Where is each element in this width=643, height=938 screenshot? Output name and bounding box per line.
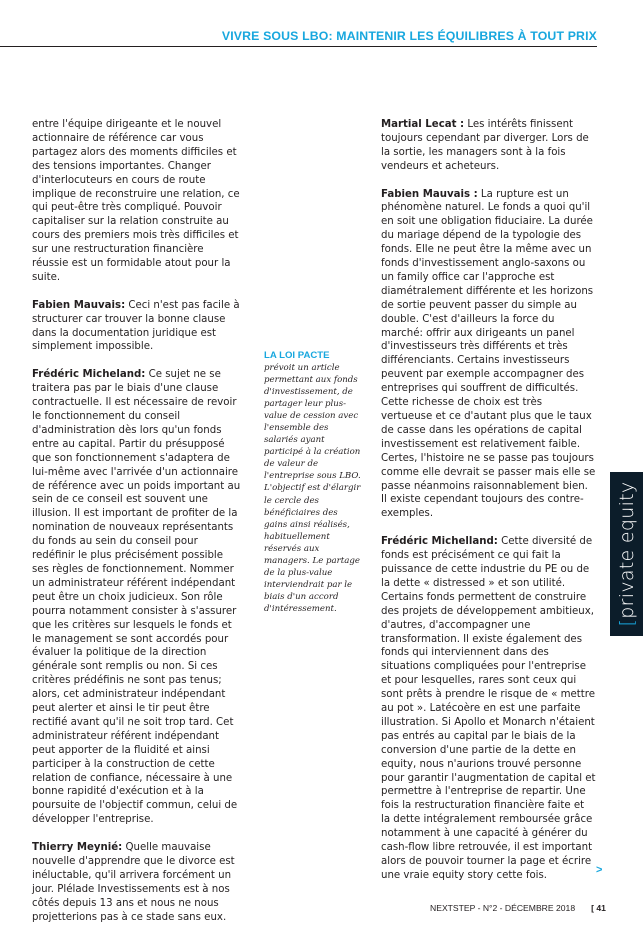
paragraph	[32, 299, 242, 355]
sidebar-note-title: LA LOI PACTE	[264, 350, 330, 361]
article-left-column	[32, 118, 242, 938]
paragraph	[381, 188, 596, 522]
paragraph	[381, 535, 596, 883]
paragraph	[32, 368, 242, 827]
paragraph-text: La rupture est un phénomène naturel. Le fonds a quoi qu'il en soit une obligation fiduciaire. La durée du mariage dépend de la typologie des fonds. Elle ne peut être la même avec un fonds d'investissement anglo-saxons ou un family office car l'approche est diamétralement différente et les horizons de sortie peuvent passer du simple au double. C'est d'ailleurs la force du marché: offrir aux dirigeants un panel d'investisseurs très différents et très différenciants. Certains investisseurs peuvent par exemple accompagner des entreprises qui souffrent de difficultés. Cette richesse de choix est très vertueuse et ce d'autant plus que le taux de casse dans les opérations de capital investissement est relativement faible. Certes, l'histoire ne se passe pas toujours comme elle devrait se passer mais elle se passe néanmoins raisonnablement bien. Il existe cependant toujours des contre-exemples.	[381, 188, 596, 520]
speaker-name: Thierry Meynié:	[32, 842, 123, 854]
paragraph	[32, 841, 242, 924]
speaker-name: Fabien Mauvais :	[381, 188, 478, 200]
paragraph	[381, 118, 596, 174]
publication-info: NEXTSTEP - N°2 - DÉCEMBRE 2018	[430, 903, 576, 913]
article-right-column	[381, 118, 596, 897]
speaker-name: Frédéric Micheland:	[32, 369, 146, 381]
speaker-name: Fabien Mauvais:	[32, 299, 126, 311]
page-footer	[430, 903, 606, 913]
paragraph-text: entre l'équipe dirigeante et le nouvel actionnaire de référence car vous partagez alors des moments difficiles et des tensions importantes. Changer d'interlocuteurs en cours de route implique de reconstruire une relation, ce qui peut-être très compliqué. Pouvoir capitaliser sur la relation construite au cours des premiers mois très difficiles et sur une restructuration financière réussie est un formidable atout pour la suite.	[32, 119, 240, 283]
paragraph	[32, 118, 242, 285]
speaker-name: Martial Lecat :	[381, 119, 465, 130]
continue-arrow-icon: >	[596, 864, 603, 876]
sidebar-note-body: prévoit un article permettant aux fonds d'investissement, de partager leur plus-value de cession avec l'ensemble des salariés ayant participé à la création de valeur de l'entreprise sous LBO. L'objectif est d'élargir le cercle des bénéficiaires des gains ainsi réalisés, habituellement réservés aux managers. Le partage de la plus-value interviendrait par le biais d'un accord d'intéressement.	[264, 363, 361, 614]
speaker-name: Frédéric Michelland:	[381, 536, 498, 548]
sidebar-note	[264, 350, 362, 615]
section-side-tab	[610, 472, 643, 636]
side-tab-label	[616, 482, 638, 627]
header-divider	[0, 46, 597, 47]
side-tab-text: private equity	[615, 481, 638, 619]
paragraph-text: Ceci n'est pas facile à structurer car trouver la bonne clause dans la documentation juridique est simplement impossible.	[32, 299, 240, 353]
paragraph-text: Les intérêts finissent toujours cependant par diverger. Lors de la sortie, les managers sont à la fois vendeurs et acheteurs.	[381, 119, 589, 172]
section-title: VIVRE SOUS LBO: MAINTENIR LES ÉQUILIBRES À TOUT PRIX	[221, 29, 597, 43]
paragraph-text: Ce sujet ne se traitera pas par le biais d'une clause contractuelle. Il est nécessaire de revoir le fonctionnement du conseil d'administration dès lors qu'un fonds entre au capital. Partir du présupposé que son fonctionnement s'adaptera de lui-même avec l'arrivée d'un actionnaire de référence avec un poids important au sein de ce conseil est souvent une illusion. Il est important de profiter de la nomination de nouveaux représentants du fonds au sein du conseil pour redéfinir le plus précisément possible ses règles de fonctionnement. Nommer un administrateur référent indépendant peut être un choix judicieux. Son rôle pourra notamment consister à s'assurer que les critères sur lesquels le fonds et le management se sont accordés pour évaluer la politique de la direction générale sont remplis ou non. Si ces critères prédéfinis ne sont pas tenus; alors, cet administrateur indépendant peut alerter et ainsi le tir peut être rectifié avant qu'il ne soit trop tard. Cet administrateur référent indépendant peut apporter de la fluidité et ainsi participer à la construction de cette relation de confiance, nécessaire à une bonne rapidité d'exécution et à la poursuite de l'objectif commun, celui de développer l'entreprise.	[32, 369, 241, 826]
paragraph-text: Quelle mauvaise nouvelle d'apprendre que le divorce est inéluctable, qu'il arrivera forcément un jour. Plélade Investissements est à nos côtés depuis 13 ans et nous ne nous projetterions pas à ce stade sans eux.	[32, 842, 235, 923]
page-number: [ 41	[591, 903, 606, 913]
paragraph-text: Cette diversité de fonds est précisément ce qui fait la puissance de cette industrie du PE ou de la dette « distressed » et son utilité. Certains fonds permettent de construire des projets de développement ambitieux, d'autres, d'accompagner une transformation. Il existe également des fonds qui interviennent dans des situations compliquées pour l'entreprise et pour lesquelles, rares sont ceux qui sont prêts à prendre le risque de « mettre au pot ». Latécoère en est une parfaite illustration. Si Apollo et Monarch n'étaient pas entrés au capital par le biais de la conversion d'une partie de la dette en equity, nous n'aurions trouvé personne pour garantir l'augmentation de capital et permettre à l'entreprise de repartir. Une fois la restructuration financière faite et la dette intégralement remboursée grâce notamment à une capacité à générer du cash-flow libre retrouvée, il est important alors de pouvoir tourner la page et écrire une vraie equity story cette fois.	[381, 536, 596, 881]
bracket-icon: [	[615, 618, 638, 627]
